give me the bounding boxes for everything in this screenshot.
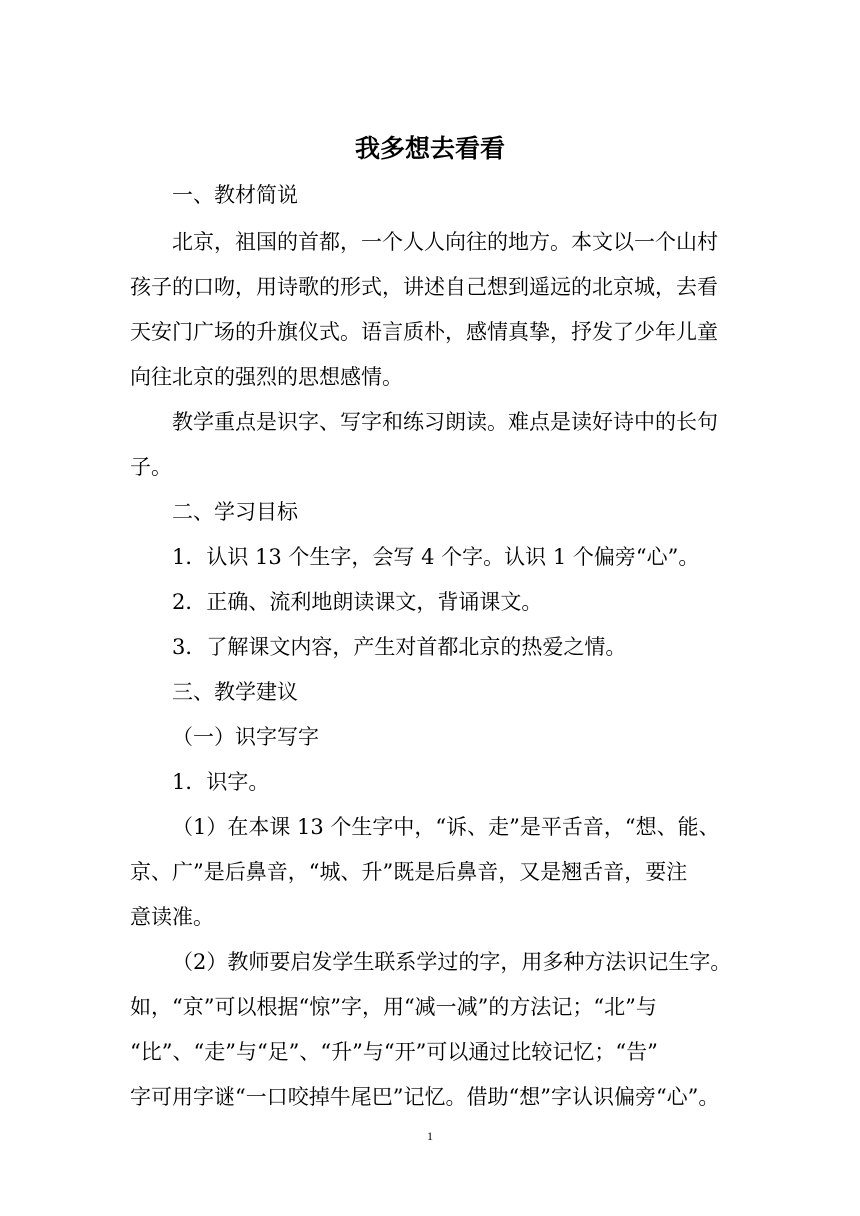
- list-item: 1．认识 13 个生字，会写 4 个字。认识 1 个偏旁“心”。: [172, 545, 700, 569]
- section-heading-1: 一、教材简说: [172, 183, 298, 207]
- list-item: 3．了解课文内容，产生对首都北京的热爱之情。: [172, 635, 627, 659]
- page-number: 1: [427, 1129, 433, 1143]
- paragraph-line: （2）教师要启发学生联系学过的字，用多种方法识记生字。: [172, 950, 732, 974]
- paragraph-line: 意读准。: [130, 905, 214, 929]
- paragraph-line: 字可用字谜“一口咬掉牛尾巴”记忆。借助“想”字认识偏旁“心”。: [130, 1085, 720, 1109]
- list-item: 1．识字。: [172, 770, 270, 794]
- paragraph-line: 北京，祖国的首都，一个人人向往的地方。本文以一个山村: [172, 230, 718, 254]
- paragraph-line: （1）在本课 13 个生字中，“诉、走”是平舌音，“想、能、: [172, 815, 720, 839]
- paragraph-line: 天安门广场的升旗仪式。语言质朴，感情真挚，抒发了少年儿童: [130, 320, 718, 344]
- paragraph-line: 子。: [130, 455, 172, 479]
- paragraph-line: “比”、“走”与“足”、“升”与“开”可以通过比较记忆；“告”: [130, 1040, 658, 1064]
- subsection-heading: （一）识字写字: [172, 725, 319, 749]
- section-heading-3: 三、教学建议: [172, 680, 298, 704]
- paragraph-line: 孩子的口吻，用诗歌的形式，讲述自己想到遥远的北京城，去看: [130, 275, 718, 299]
- paragraph-line: 向往北京的强烈的思想感情。: [130, 365, 403, 389]
- paragraph-line: 教学重点是识字、写字和练习朗读。难点是读好诗中的长句: [172, 410, 718, 434]
- list-item: 2．正确、流利地朗读课文，背诵课文。: [172, 590, 543, 614]
- page-title: 我多想去看看: [354, 134, 505, 163]
- paragraph-line: 如，“京”可以根据“惊”字，用“减一减”的方法记；“北”与: [130, 995, 657, 1019]
- paragraph-line: 京、广”是后鼻音，“城、升”既是后鼻音，又是翘舌音，要注: [130, 860, 688, 884]
- section-heading-2: 二、学习目标: [172, 500, 298, 524]
